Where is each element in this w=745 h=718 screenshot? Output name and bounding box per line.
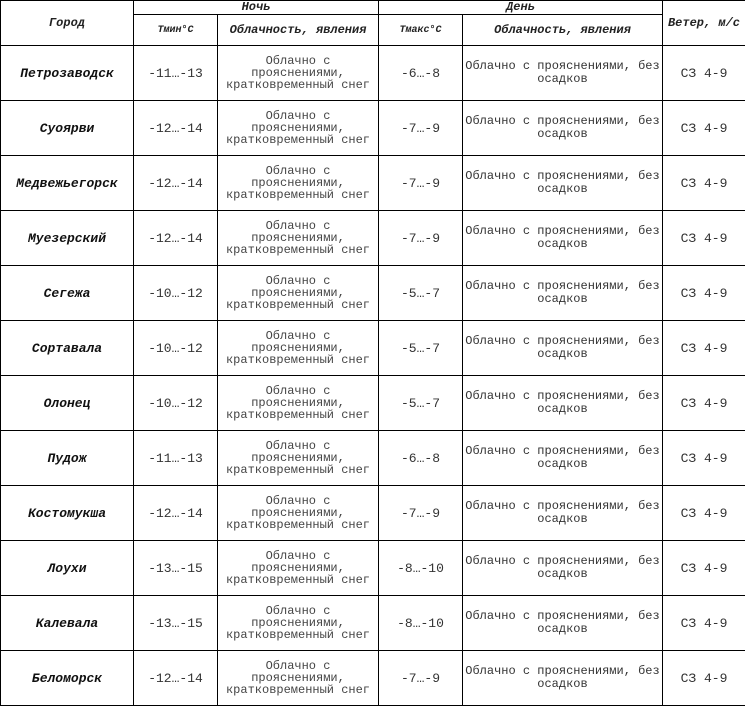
night-temp-cell: -11…-13 — [134, 431, 218, 486]
table-row — [1, 266, 745, 321]
day-cloud-cell: Облачно с прояснениями, без осадков — [463, 101, 663, 156]
table-row — [1, 46, 745, 101]
night-temp-cell: -12…-14 — [134, 651, 218, 706]
header-row-top — [1, 1, 745, 15]
table-row — [1, 431, 745, 486]
table-row — [1, 101, 745, 156]
table-row — [1, 651, 745, 706]
table-body — [1, 46, 745, 706]
table-row — [1, 541, 745, 596]
day-temp-cell: -7…-9 — [379, 156, 463, 211]
day-cloud-cell: Облачно с прояснениями, без осадков — [463, 321, 663, 376]
night-temp-cell: -12…-14 — [134, 486, 218, 541]
day-temp-cell: -7…-9 — [379, 101, 463, 156]
night-cloud-cell: Облачно с прояснениями, кратковременный снег — [218, 541, 379, 596]
city-cell: Сортавала — [1, 321, 134, 376]
day-temp-cell: -7…-9 — [379, 211, 463, 266]
header-tmin: Тмин°С — [134, 15, 218, 46]
night-temp-cell: -13…-15 — [134, 541, 218, 596]
night-cloud-cell: Облачно с прояснениями, кратковременный снег — [218, 101, 379, 156]
city-cell: Медвежьегорск — [1, 156, 134, 211]
wind-cell: СЗ 4-9 — [663, 486, 745, 541]
day-cloud-cell: Облачно с прояснениями, без осадков — [463, 46, 663, 101]
city-cell: Беломорск — [1, 651, 134, 706]
table-header — [1, 1, 745, 46]
table-row — [1, 486, 745, 541]
wind-cell: СЗ 4-9 — [663, 376, 745, 431]
table-row — [1, 596, 745, 651]
wind-cell: СЗ 4-9 — [663, 266, 745, 321]
day-cloud-cell: Облачно с прояснениями, без осадков — [463, 541, 663, 596]
day-temp-cell: -7…-9 — [379, 651, 463, 706]
city-cell: Муезерский — [1, 211, 134, 266]
night-cloud-cell: Облачно с прояснениями, кратковременный снег — [218, 266, 379, 321]
header-night: Ночь — [134, 1, 379, 15]
night-cloud-cell: Облачно с прояснениями, кратковременный снег — [218, 596, 379, 651]
day-temp-cell: -7…-9 — [379, 486, 463, 541]
day-cloud-cell: Облачно с прояснениями, без осадков — [463, 266, 663, 321]
city-cell: Суоярви — [1, 101, 134, 156]
city-cell: Олонец — [1, 376, 134, 431]
header-wind: Ветер, м/с — [663, 1, 745, 46]
day-temp-cell: -8…-10 — [379, 541, 463, 596]
day-cloud-cell: Облачно с прояснениями, без осадков — [463, 651, 663, 706]
day-cloud-cell: Облачно с прояснениями, без осадков — [463, 211, 663, 266]
city-cell: Пудож — [1, 431, 134, 486]
city-cell: Петрозаводск — [1, 46, 134, 101]
day-cloud-cell: Облачно с прояснениями, без осадков — [463, 431, 663, 486]
wind-cell: СЗ 4-9 — [663, 651, 745, 706]
table-row — [1, 211, 745, 266]
day-cloud-cell: Облачно с прояснениями, без осадков — [463, 596, 663, 651]
wind-cell: СЗ 4-9 — [663, 541, 745, 596]
night-temp-cell: -12…-14 — [134, 101, 218, 156]
day-temp-cell: -5…-7 — [379, 266, 463, 321]
header-tmax: Тмакс°С — [379, 15, 463, 46]
night-cloud-cell: Облачно с прояснениями, кратковременный снег — [218, 431, 379, 486]
night-cloud-cell: Облачно с прояснениями, кратковременный снег — [218, 486, 379, 541]
header-cloud-night: Облачность, явления — [218, 15, 379, 46]
night-cloud-cell: Облачно с прояснениями, кратковременный снег — [218, 376, 379, 431]
night-cloud-cell: Облачно с прояснениями, кратковременный снег — [218, 156, 379, 211]
day-cloud-cell: Облачно с прояснениями, без осадков — [463, 376, 663, 431]
wind-cell: СЗ 4-9 — [663, 46, 745, 101]
night-cloud-cell: Облачно с прояснениями, кратковременный снег — [218, 651, 379, 706]
day-temp-cell: -8…-10 — [379, 596, 463, 651]
day-temp-cell: -6…-8 — [379, 431, 463, 486]
day-cloud-cell: Облачно с прояснениями, без осадков — [463, 486, 663, 541]
day-temp-cell: -5…-7 — [379, 376, 463, 431]
wind-cell: СЗ 4-9 — [663, 211, 745, 266]
table-row — [1, 321, 745, 376]
wind-cell: СЗ 4-9 — [663, 156, 745, 211]
wind-cell: СЗ 4-9 — [663, 596, 745, 651]
night-temp-cell: -10…-12 — [134, 376, 218, 431]
night-temp-cell: -10…-12 — [134, 321, 218, 376]
wind-cell: СЗ 4-9 — [663, 431, 745, 486]
table-row — [1, 376, 745, 431]
wind-cell: СЗ 4-9 — [663, 101, 745, 156]
city-cell: Костомукша — [1, 486, 134, 541]
city-cell: Сегежа — [1, 266, 134, 321]
night-cloud-cell: Облачно с прояснениями, кратковременный снег — [218, 211, 379, 266]
day-temp-cell: -5…-7 — [379, 321, 463, 376]
day-cloud-cell: Облачно с прояснениями, без осадков — [463, 156, 663, 211]
city-cell: Лоухи — [1, 541, 134, 596]
header-cloud-day: Облачность, явления — [463, 15, 663, 46]
table-row — [1, 156, 745, 211]
city-cell: Калевала — [1, 596, 134, 651]
day-temp-cell: -6…-8 — [379, 46, 463, 101]
wind-cell: СЗ 4-9 — [663, 321, 745, 376]
night-cloud-cell: Облачно с прояснениями, кратковременный снег — [218, 46, 379, 101]
night-cloud-cell: Облачно с прояснениями, кратковременный снег — [218, 321, 379, 376]
night-temp-cell: -12…-14 — [134, 156, 218, 211]
night-temp-cell: -11…-13 — [134, 46, 218, 101]
night-temp-cell: -13…-15 — [134, 596, 218, 651]
night-temp-cell: -10…-12 — [134, 266, 218, 321]
header-city: Город — [1, 1, 134, 46]
night-temp-cell: -12…-14 — [134, 211, 218, 266]
header-day: День — [379, 1, 663, 15]
